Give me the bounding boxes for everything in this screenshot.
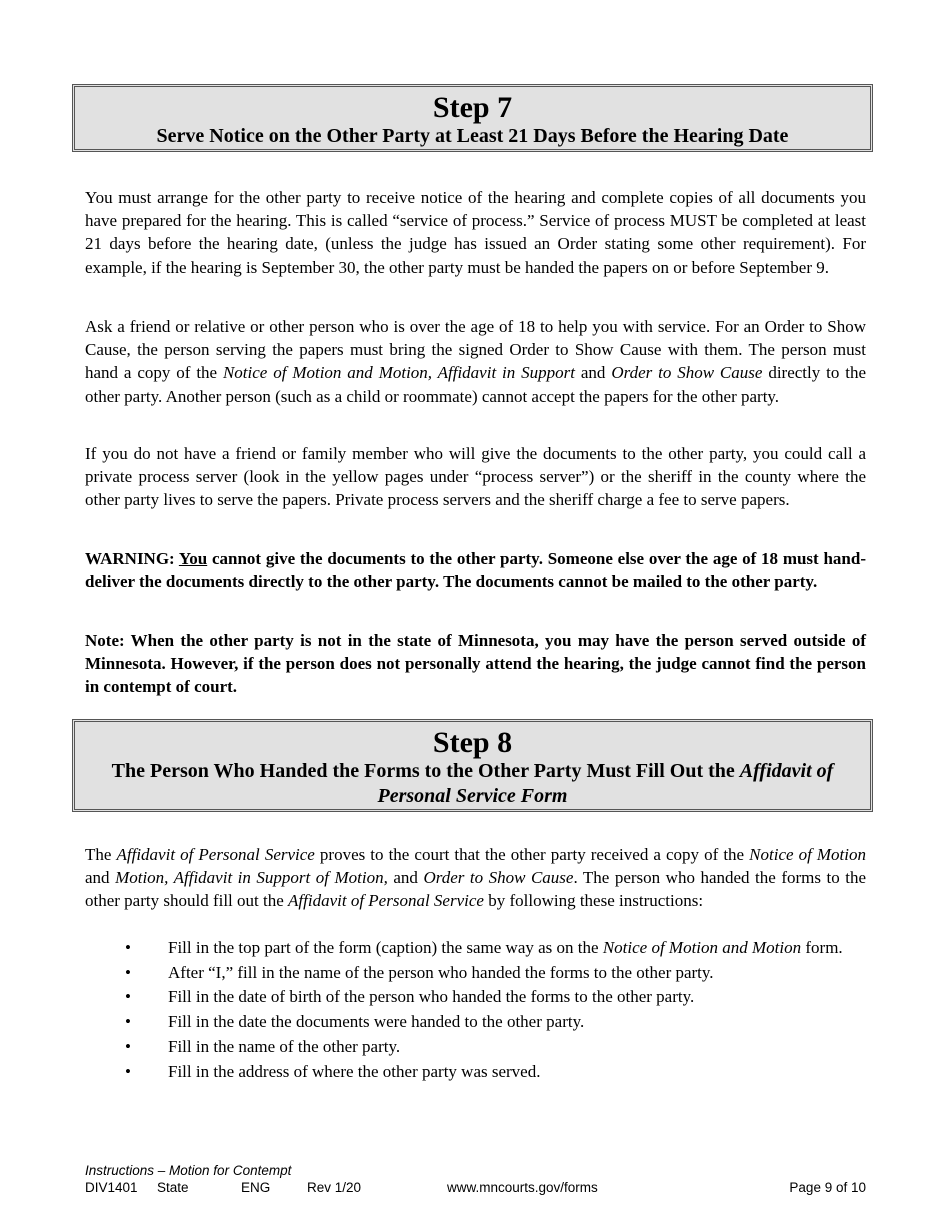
footer-page-number: Page 9 of 10: [789, 1180, 866, 1195]
footer-title: Instructions – Motion for Contempt: [85, 1163, 292, 1178]
step-7-title: Step 7: [432, 91, 513, 124]
bullet-icon: •: [125, 1061, 131, 1081]
footer: [85, 1180, 866, 1198]
bullet-icon: •: [125, 987, 131, 1007]
affidavit-intro-paragraph: The Affidavit of Personal Service proves to the court that the other party received a copy of the Notice of Motion and Motion, Affidavit in Support of Motion, and Order to Show Cause. The person who handed the forms to the other party should fill out the Affidavit of Personal Service by following these instructions:: [85, 845, 867, 911]
step-8-title: Step 8: [432, 726, 513, 759]
footer-url[interactable]: www.mncourts.gov/forms: [447, 1180, 598, 1195]
step-7-header: [72, 84, 873, 152]
bullet-icon: •: [125, 938, 131, 957]
list-item: • Fill in the top part of the form (caption) the same way as on the Notice of Motion and Motion form.: [85, 936, 866, 959]
bullet-icon: •: [125, 1036, 131, 1056]
process-server-paragraph: If you do not have a friend or family member who will give the documents to the other party, you could call a private process server (look in the yellow pages under “process server”) or the sheriff in the county where the other party lives to serve the papers. Private process servers and the sheriff charge a fee to serve papers.: [85, 444, 866, 510]
instruction-list: [85, 936, 866, 1084]
list-item: • Fill in the address of where the other party was served.: [85, 1060, 866, 1083]
list-item: • Fill in the date of birth of the person who handed the forms to the other party.: [85, 985, 866, 1008]
step-8-header: [72, 719, 873, 812]
footer-type: State: [157, 1180, 189, 1195]
step-8-subtitle: The Person Who Handed the Forms to the Other Party Must Fill Out the Affidavit of Personal Service Form: [111, 760, 834, 807]
list-item: • Fill in the date the documents were handed to the other party.: [85, 1010, 866, 1033]
service-intro-paragraph: You must arrange for the other party to receive notice of the hearing and complete copies of all documents you have prepared for the hearing. This is called “service of process.” Service of process MUST be completed at least 21 days before the hearing date, (unless the judge has issued an Order stating some other requirement). For example, if the hearing is September 30, the other party must be handed the papers on or before September 9.: [85, 188, 866, 277]
bullet-icon: •: [125, 962, 131, 982]
service-helper-paragraph: Ask a friend or relative or other person who is over the age of 18 to help you with service. For an Order to Show Cause, the person serving the papers must bring the signed Order to Show Cause with them. The person must hand a copy of the Notice of Motion and Motion, Affidavit in Support and Order to Show Cause directly to the other party. Another person (such as a child or roommate) cannot accept the papers for the other party.: [85, 317, 866, 406]
step-7-subtitle: Serve Notice on the Other Party at Least 21 Days Before the Hearing Date: [156, 125, 789, 147]
warning-paragraph: WARNING: You cannot give the documents to the other party. Someone else over the age of 18 must hand-deliver the documents directly to the other party. The documents cannot be mailed to the other party.: [85, 549, 866, 592]
footer-language: ENG: [241, 1180, 271, 1195]
note-paragraph: Note: When the other party is not in the state of Minnesota, you may have the person served outside of Minnesota. However, if the person does not personally attend the hearing, the judge cannot find the person in contempt of court.: [85, 631, 866, 697]
list-item: • After “I,” fill in the name of the person who handed the forms to the other party.: [85, 961, 866, 984]
footer-revision: Rev 1/20: [307, 1180, 362, 1195]
bullet-icon: •: [125, 1012, 131, 1032]
footer-form-id: DIV1401: [85, 1180, 138, 1195]
list-item: • Fill in the name of the other party.: [85, 1035, 866, 1058]
